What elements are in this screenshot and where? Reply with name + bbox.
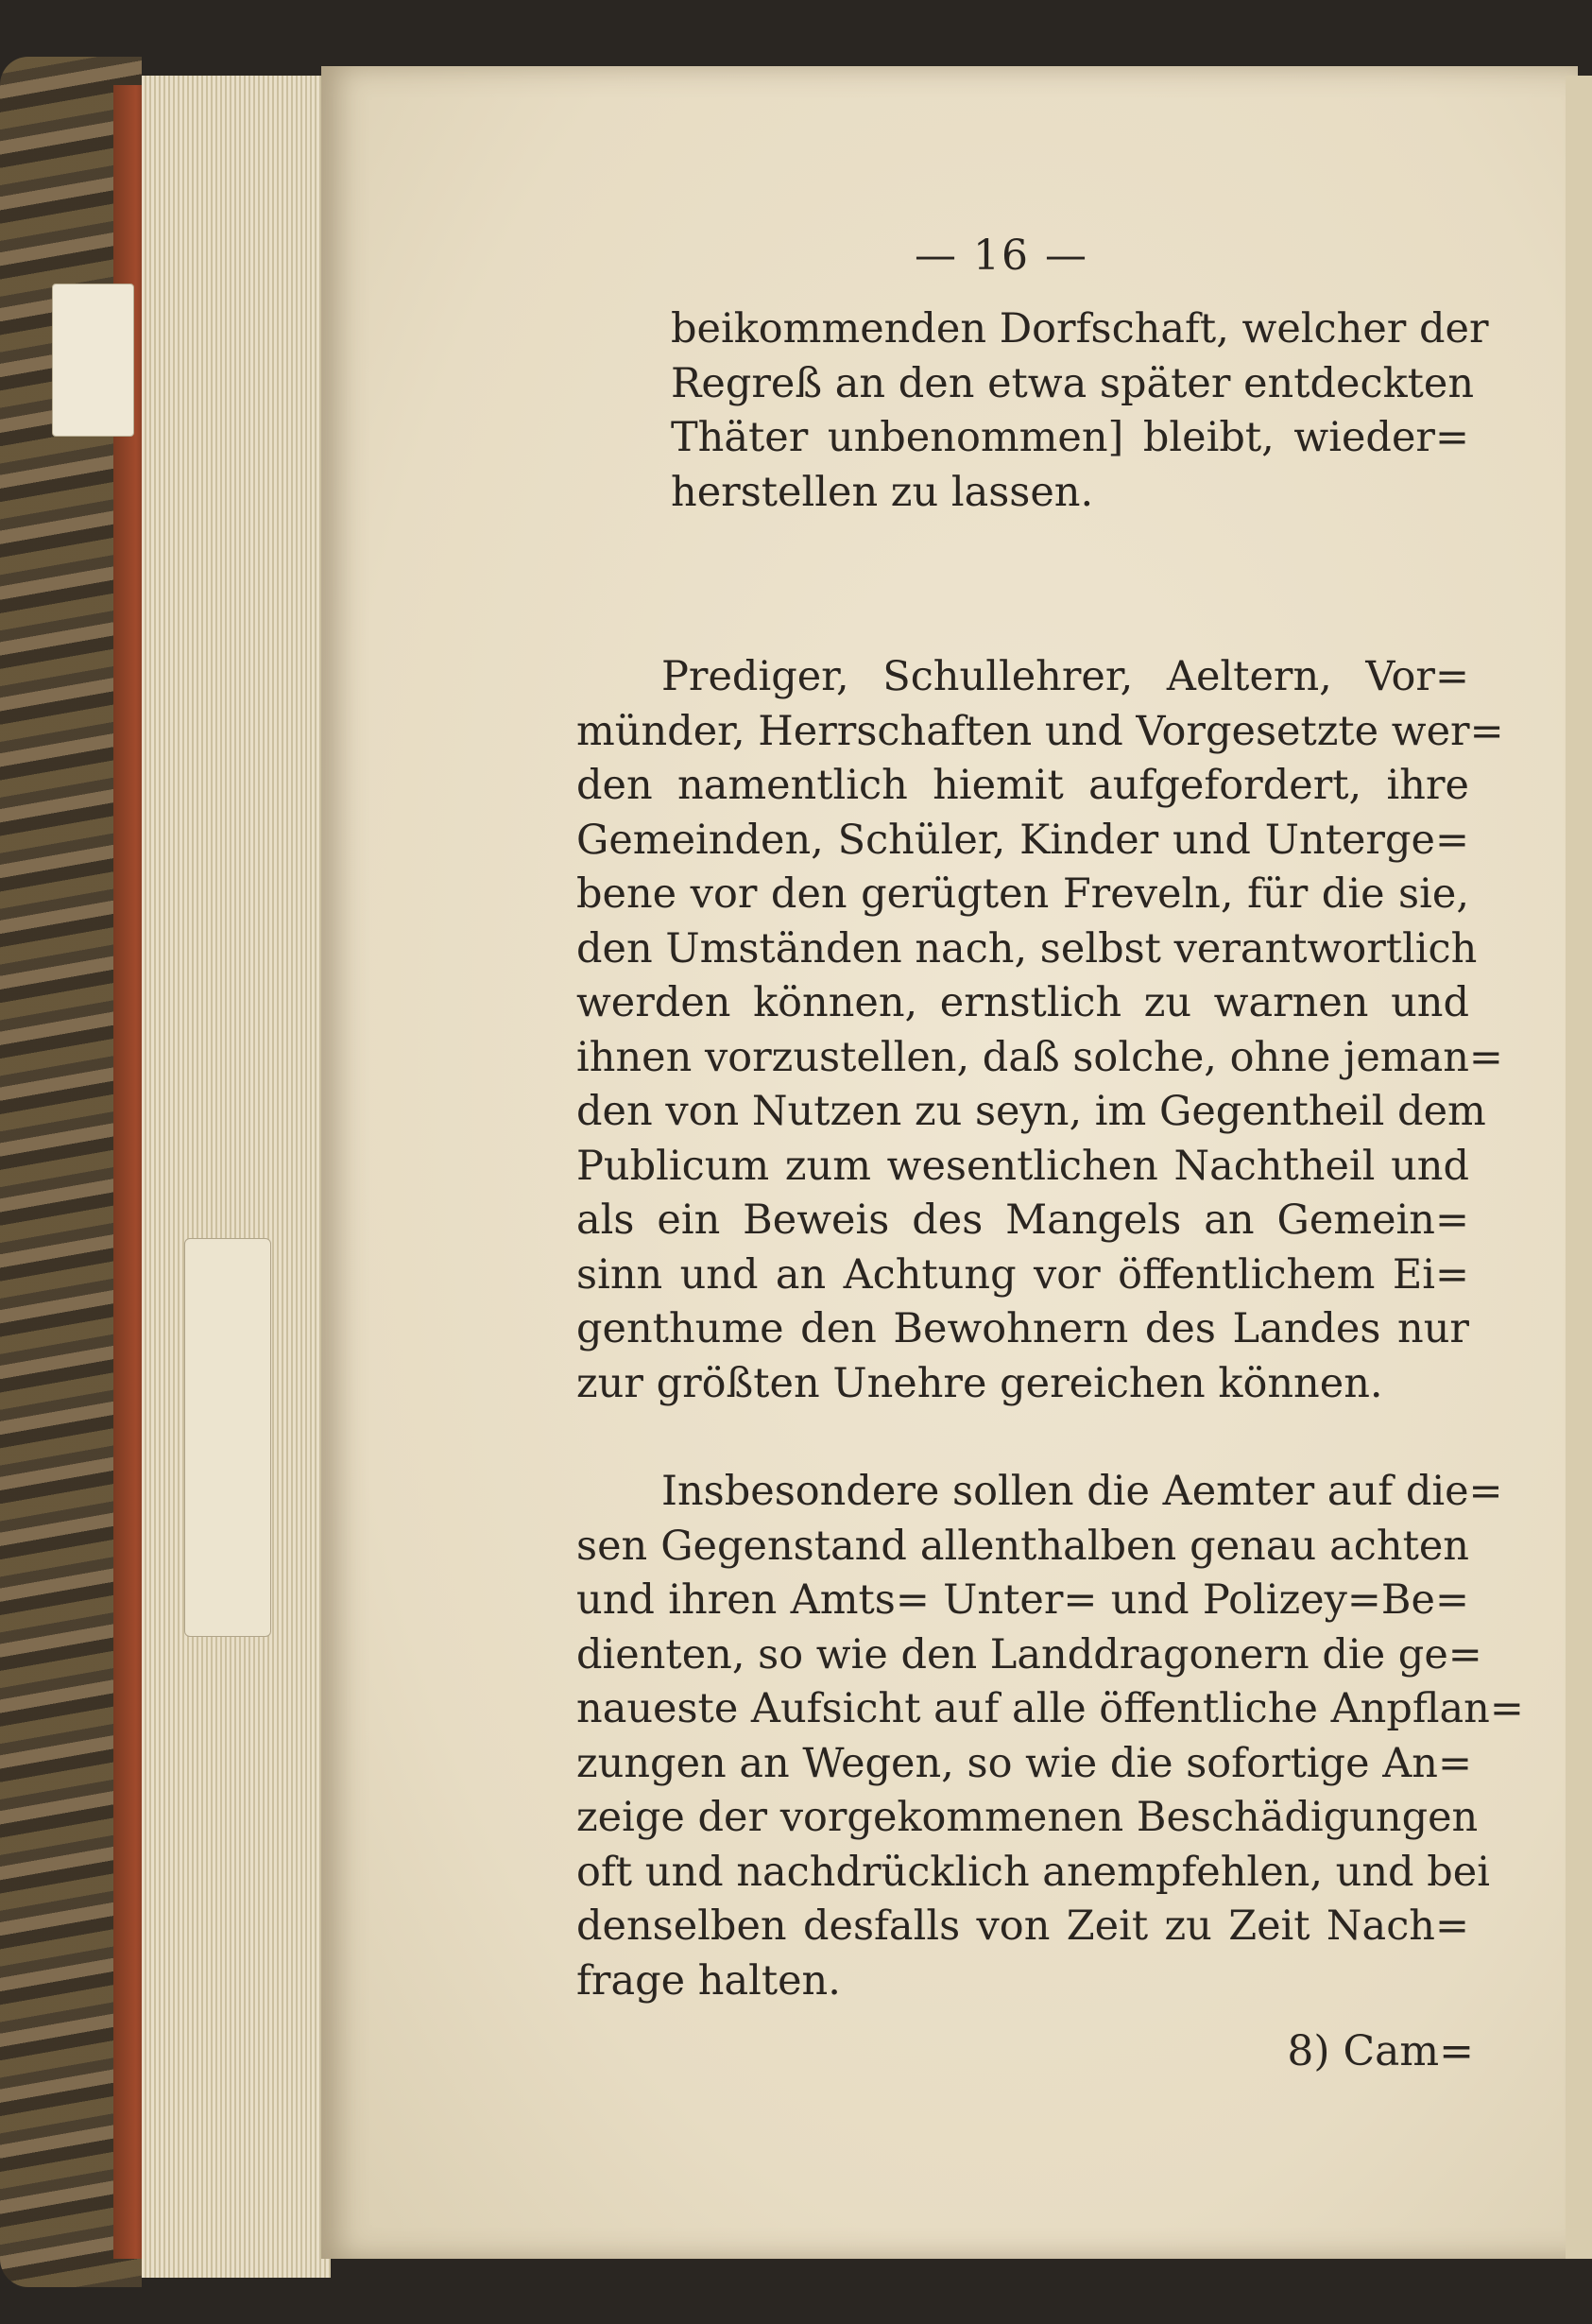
book-page [321,66,1578,2259]
paper-tab-marker [184,1238,271,1637]
text-line: zungen an Wegen, so wie die sofortige An= [576,1739,1472,1787]
paragraph-2 [576,650,1504,1411]
page-edges [142,76,331,2278]
text-line: ihnen vorzustellen, daß solche, ohne jeman= [576,1033,1503,1081]
text-line: beikommenden Dorfschaft, welcher der [671,305,1489,353]
text-line: münder, Herrschaften und Vorgesetzte wer= [576,707,1504,755]
catchword: 8) Cam= [1287,2027,1474,2075]
text-line: naueste Aufsicht auf alle öffentliche Anpflan= [576,1685,1524,1732]
text-line: den namentlich hiemit aufgefordert, ihre [576,762,1469,809]
text-line: den von Nutzen zu seyn, im Gegentheil dem [576,1088,1486,1135]
text-line: bene vor den gerügten Freveln, für die sie, [576,870,1469,918]
text-line: Regreß an den etwa später entdeckten [671,359,1475,407]
paragraph-3 [576,1465,1524,2008]
text-line: zur größten Unehre gereichen können. [576,1359,1383,1407]
text-line: Gemeinden, Schüler, Kinder und Unterge= [576,816,1469,864]
text-line: Prediger, Schullehrer, Aeltern, Vor= [661,653,1469,700]
text-line: den Umständen nach, selbst verantwortlich [576,924,1478,973]
paper-tab-marker [52,284,134,437]
text-line: werden können, ernstlich zu warnen und [576,979,1469,1026]
text-line: dienten, so wie den Landdragonern die ge= [576,1630,1482,1678]
page-content [321,66,1578,2259]
text-line: oft und nachdrücklich anempfehlen, und bei [576,1848,1490,1896]
text-line: Thäter unbenommen] bleibt, wieder= [671,414,1469,461]
text-line: Insbesondere sollen die Aemter auf die= [661,1468,1503,1515]
paragraph-1 [671,302,1489,520]
text-line: und ihren Amts= Unter= und Polizey=Be= [576,1576,1469,1624]
next-page-edge [1566,76,1592,2259]
page-number: — 16 — [915,232,1088,280]
text-line: sen Gegenstand allenthalben genau achten [576,1522,1469,1570]
text-line: als ein Beweis des Mangels an Gemein= [576,1196,1469,1244]
text-line: zeige der vorgekommenen Beschädigungen [576,1794,1479,1841]
text-line: frage halten. [576,1956,841,2005]
text-line: sinn und an Achtung vor öffentlichem Ei= [576,1250,1469,1299]
text-line: herstellen zu lassen. [671,468,1094,516]
text-line: genthume den Bewohnern des Landes nur [576,1305,1469,1352]
text-line: denselben desfalls von Zeit zu Zeit Nach= [576,1902,1469,1950]
text-line: Publicum zum wesentlichen Nachtheil und [576,1142,1469,1190]
